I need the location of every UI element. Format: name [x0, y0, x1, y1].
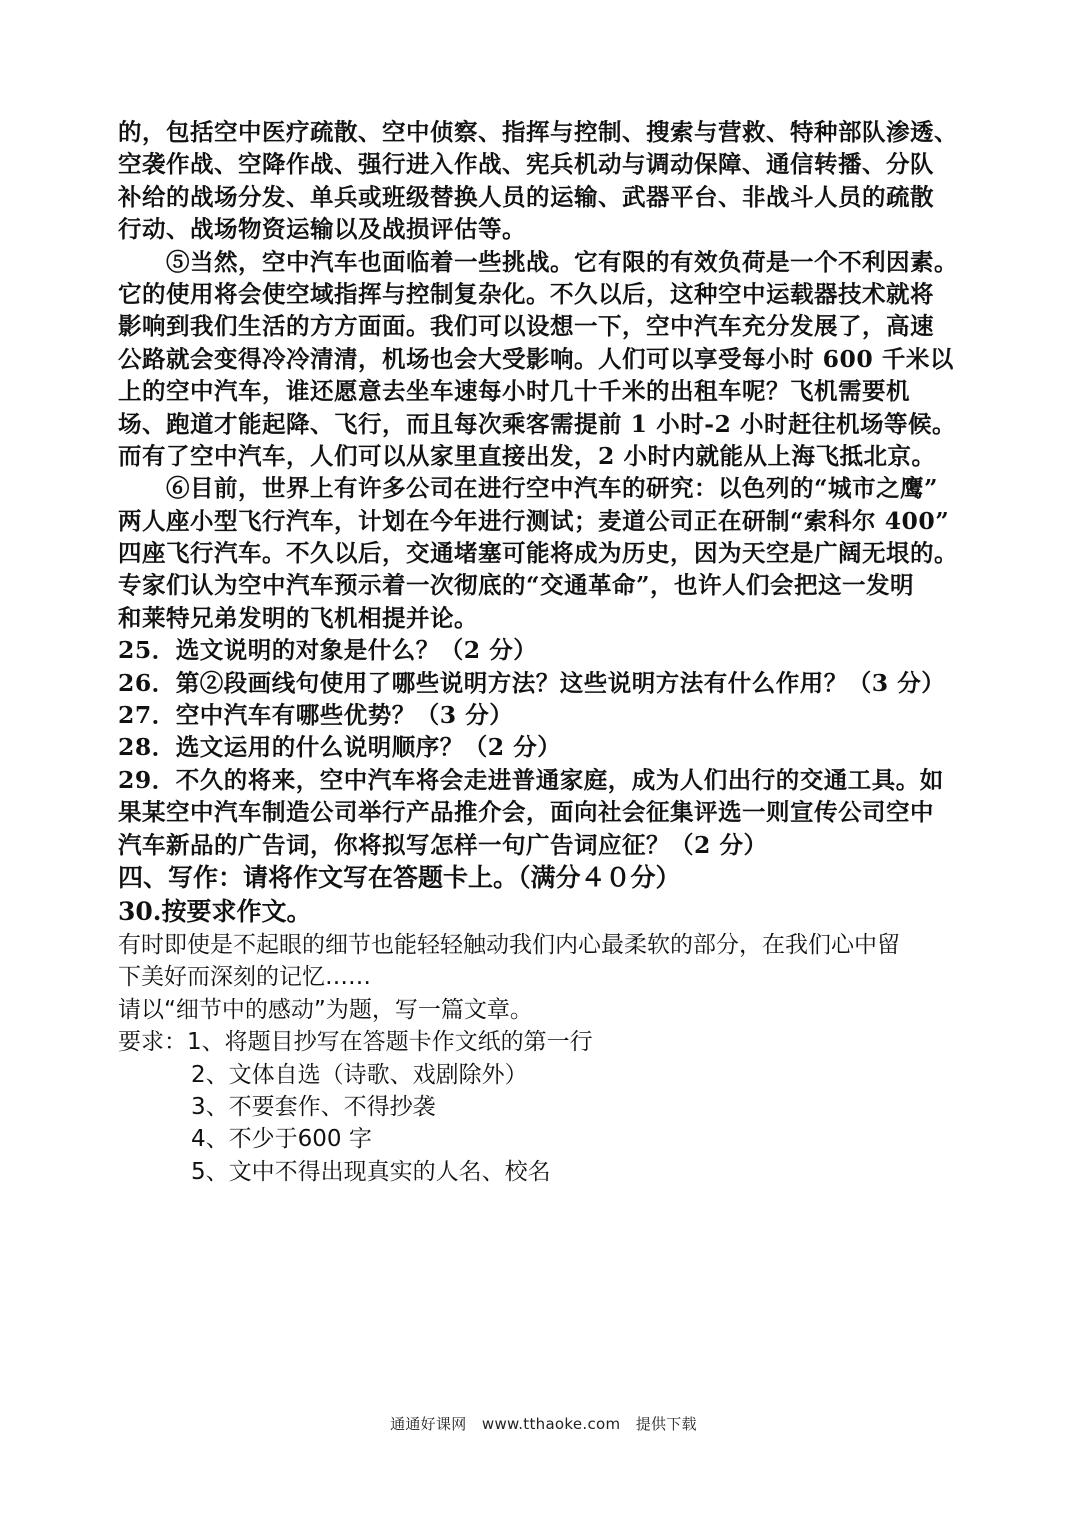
section-heading: 四、写作：请将作文写在答题卡上。（满分４０分）: [118, 862, 681, 892]
document-page: [118, 116, 970, 1188]
passage-paragraph-5-start: ⑤当然，空中汽车也面临着一些挑战。它有限的有效负荷是一个不利因素。: [118, 247, 958, 276]
passage-line: 的，包括空中医疗疏散、空中侦察、指挥与控制、搜索与营救、特种部队渗透、: [118, 118, 958, 146]
requirement-item: 要求：1、将题目抄写在答题卡作文纸的第一行: [118, 1029, 593, 1056]
writing-prompt: [118, 929, 970, 1026]
passage-line: 专家们认为空中汽车预示着一次彻底的“交通革命”，也许人们会把这一发明: [118, 571, 915, 600]
prompt-line: 下美好而深刻的记忆……: [118, 964, 371, 991]
requirement-item: 3、不要套作、不得抄袭: [191, 1093, 436, 1120]
prompt-line: 请以“细节中的感动”为题，写一篇文章。: [118, 996, 533, 1023]
question-28: 28．选文运用的什么说明顺序？（2 分）: [118, 733, 562, 762]
passage-line: 行动、战场物资运输以及战损评估等。: [118, 215, 526, 244]
question-29: 29．不久的将来，空中汽车将会走进普通家庭，成为人们出行的交通工具。如: [118, 765, 944, 794]
passage-line: 两人座小型飞行汽车，计划在今年进行测试；麦道公司正在研制“索科尔 400”: [118, 506, 950, 535]
question-29-line: 果某空中汽车制造公司举行产品推介会，面向社会征集评选一则宣传公司空中: [118, 798, 934, 827]
passage-line: 而有了空中汽车，人们可以从家里直接出发，2 小时内就能从上海飞抵北京。: [118, 441, 936, 470]
question-29-line: 汽车新品的广告词，你将拟写怎样一句广告词应征？（2 分）: [118, 830, 768, 859]
question-27: 27．空中汽车有哪些优势？（3 分）: [118, 701, 514, 730]
prompt-line: 有时即使是不起眼的细节也能轻轻触动我们内心最柔软的部分，在我们心中留: [118, 931, 900, 958]
requirement-item: 4、不少于600 字: [191, 1126, 372, 1153]
passage-line: 空袭作战、空降作战、强行进入作战、宪兵机动与调动保障、通信转播、分队: [118, 150, 934, 179]
requirement-item: 2、文体自选（诗歌、戏剧除外）: [191, 1061, 528, 1088]
question-26: 26．第②段画线句使用了哪些说明方法？这些说明方法有什么作用？（3 分）: [118, 668, 946, 697]
passage: [118, 116, 970, 634]
questions: [118, 634, 970, 861]
passage-line: 补给的战场分发、单兵或班级替换人员的运输、武器平台、非战斗人员的疏散: [118, 182, 934, 211]
passage-line: 和莱特兄弟发明的飞机相提并论。: [118, 603, 478, 632]
passage-line: 上的空中汽车，谁还愿意去坐车速每小时几十千米的出租车呢？飞机需要机: [118, 377, 910, 406]
requirement-item: 5、文中不得出现真实的人名、校名: [191, 1158, 551, 1185]
passage-paragraph-6-start: ⑥目前，世界上有许多公司在进行空中汽车的研究：以色列的“城市之鹰”: [118, 474, 939, 503]
task-heading: 30.按要求作文。: [118, 896, 312, 926]
requirements-label: 要求：: [118, 1029, 187, 1056]
passage-line: 场、跑道才能起降、飞行，而且每次乘客需提前 1 小时-2 小时赶往机场等候。: [118, 409, 956, 438]
passage-line: 影响到我们生活的方方面面。我们可以设想一下，空中汽车充分发展了，高速: [118, 312, 934, 341]
footer-source: 通通好课网 www.tthaoke.com 提供下载: [390, 1415, 697, 1433]
passage-line: 四座飞行汽车。不久以后，交通堵塞可能将成为历史，因为天空是广阔无垠的。: [118, 539, 958, 568]
requirements-list: [118, 1026, 970, 1188]
passage-line: 它的使用将会使空域指挥与控制复杂化。不久以后，这种空中运载器技术就将: [118, 279, 934, 308]
passage-line: 公路就会变得冷冷清清，机场也会大受影响。人们可以享受每小时 600 千米以: [118, 344, 954, 373]
question-25: 25．选文说明的对象是什么？（2 分）: [118, 636, 538, 665]
